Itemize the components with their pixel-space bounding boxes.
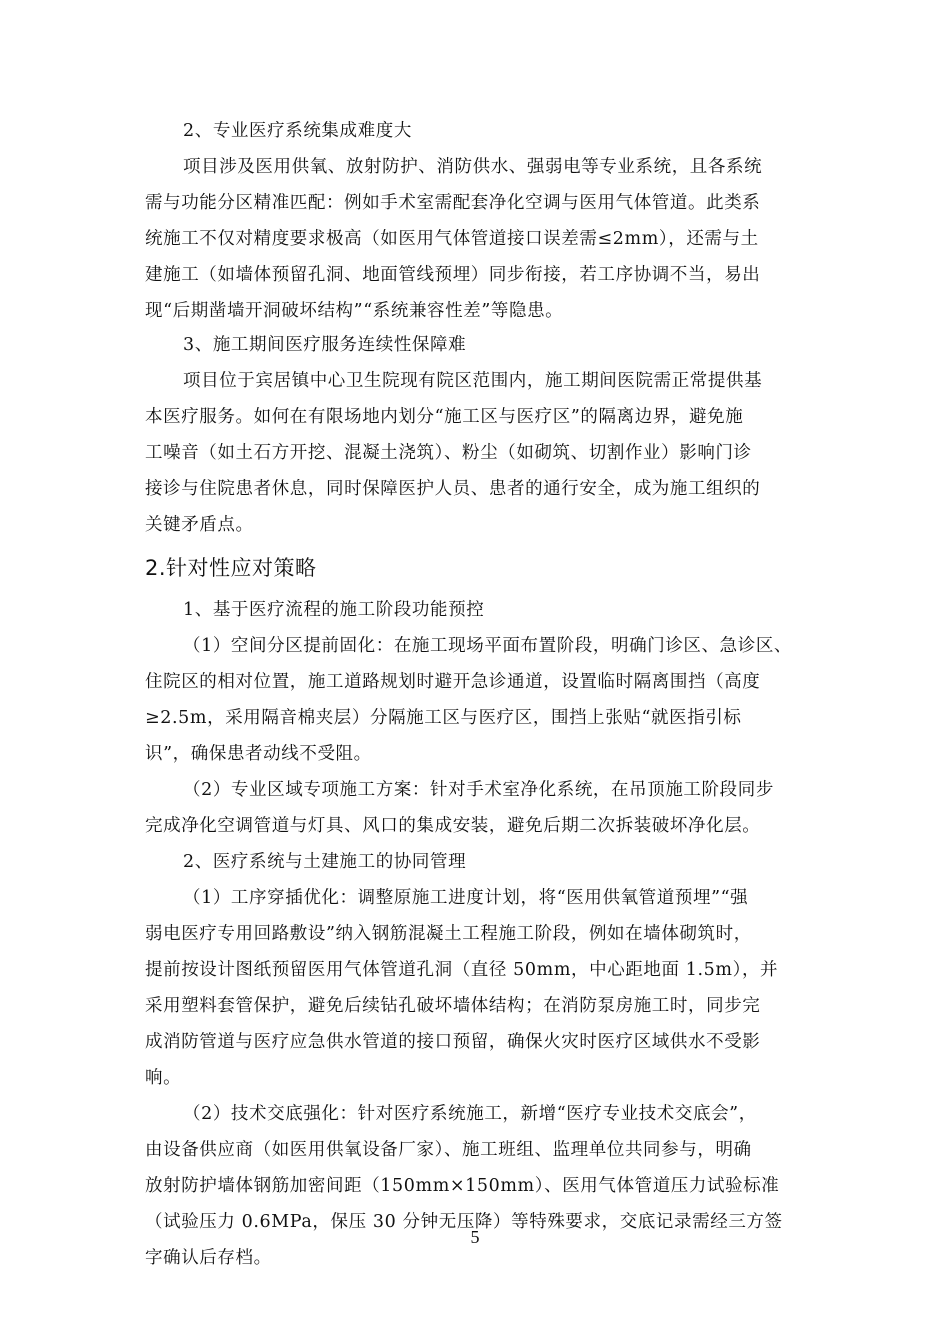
paragraph-line: （试验压力 0.6MPa，保压 30 分钟无压降）等特殊要求，交底记录需经三方签 (145, 1212, 783, 1232)
paragraph-line: 完成净化空调管道与灯具、风口的集成安装，避免后期二次拆装破坏净化层。 (145, 816, 761, 836)
paragraph-line: （1）工序穿插优化：调整原施工进度计划，将“医用供氧管道预埋”“强 (183, 888, 749, 908)
page-number: 5 (470, 1227, 480, 1247)
paragraph-line: 识”，确保患者动线不受阻。 (145, 744, 372, 764)
paragraph-line: 现“后期凿墙开洞破坏结构”“系统兼容性差”等隐患。 (145, 301, 564, 321)
paragraph-line: 建施工（如墙体预留孔洞、地面管线预埋）同步衔接，若工序协调不当，易出 (145, 265, 761, 285)
paragraph-line: 住院区的相对位置，施工道路规划时避开急诊通道，设置临时隔离围挡（高度 (145, 672, 761, 692)
subheading-3: 3、施工期间医疗服务连续性保障难 (183, 335, 467, 355)
paragraph-line: 工噪音（如土石方开挖、混凝土浇筑）、粉尘（如砌筑、切割作业）影响门诊 (145, 443, 752, 463)
subheading-2b: 2、医疗系统与土建施工的协同管理 (183, 852, 467, 872)
paragraph-line: （2）技术交底强化：针对医疗系统施工，新增“医疗专业技术交底会”， (183, 1104, 757, 1124)
paragraph-line: 弱电医疗专用回路敷设”纳入钢筋混凝土工程施工阶段，例如在墙体砌筑时， (145, 924, 752, 944)
paragraph-line: 成消防管道与医疗应急供水管道的接口预留，确保火灾时医疗区域供水不受影 (145, 1032, 761, 1052)
paragraph-line: 放射防护墙体钢筋加密间距（150mm×150mm）、医用气体管道压力试验标准 (145, 1176, 780, 1196)
paragraph-line: 由设备供应商（如医用供氧设备厂家）、施工班组、监理单位共同参与，明确 (145, 1140, 752, 1160)
subheading-2: 2、专业医疗系统集成难度大 (183, 121, 412, 141)
section-heading: 2.针对性应对策略 (145, 556, 317, 580)
paragraph-line: 关键矛盾点。 (145, 515, 254, 535)
paragraph-line: （2）专业区域专项施工方案：针对手术室净化系统，在吊顶施工阶段同步 (183, 780, 774, 800)
paragraph-line: 需与功能分区精准匹配：例如手术室需配套净化空调与医用气体管道。此类系 (145, 193, 761, 213)
paragraph-line: （1）空间分区提前固化：在施工现场平面布置阶段，明确门诊区、急诊区、 (183, 636, 793, 656)
paragraph-line: 本医疗服务。如何在有限场地内划分“施工区与医疗区”的隔离边界，避免施 (145, 407, 744, 427)
paragraph-line: 项目位于宾居镇中心卫生院现有院区范围内，施工期间医院需正常提供基 (183, 371, 763, 391)
paragraph-line: ≥2.5m，采用隔音棉夹层）分隔施工区与医疗区，围挡上张贴“就医指引标 (145, 708, 742, 728)
paragraph-line: 接诊与住院患者休息，同时保障医护人员、患者的通行安全，成为施工组织的 (145, 479, 761, 499)
paragraph-line: 响。 (145, 1068, 182, 1088)
paragraph-line: 采用塑料套管保护，避免后续钻孔破坏墙体结构；在消防泵房施工时，同步完 (145, 996, 761, 1016)
paragraph-line: 统施工不仅对精度要求极高（如医用气体管道接口误差需≤2mm），还需与土 (145, 229, 759, 249)
paragraph-line: 字确认后存档。 (145, 1248, 272, 1268)
paragraph-line: 项目涉及医用供氧、放射防护、消防供水、强弱电等专业系统，且各系统 (183, 157, 763, 177)
subheading-1: 1、基于医疗流程的施工阶段功能预控 (183, 600, 485, 620)
paragraph-line: 提前按设计图纸预留医用气体管道孔洞（直径 50mm，中心距地面 1.5m），并 (145, 960, 779, 980)
